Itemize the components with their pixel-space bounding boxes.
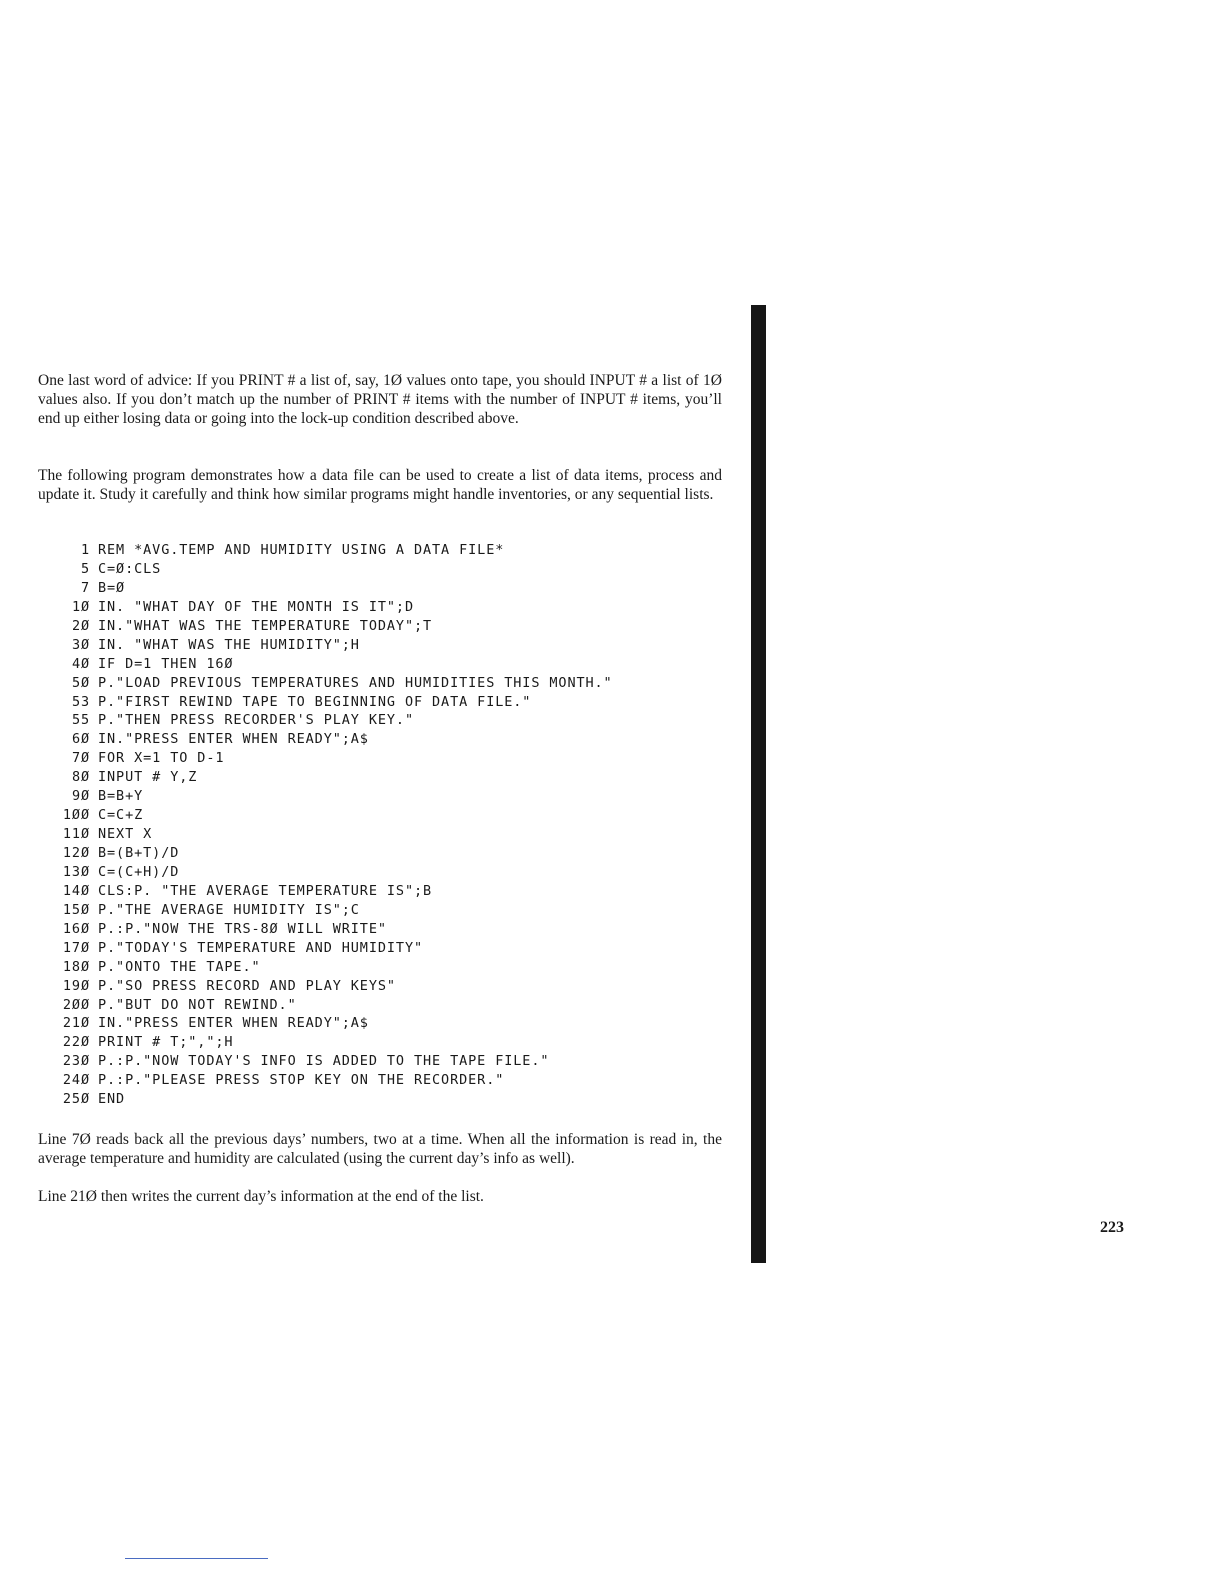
code-line (40, 901, 613, 920)
basic-statement: P."THEN PRESS RECORDER'S PLAY KEY." (98, 712, 414, 729)
basic-statement: PRINT # T;",";H (98, 1034, 234, 1051)
code-line (40, 636, 613, 655)
line-number: 55 (71, 712, 90, 729)
line-number: 7 (80, 579, 90, 596)
basic-statement: FOR X=1 TO D-1 (98, 750, 225, 767)
code-line (40, 768, 613, 787)
basic-statement: REM *AVG.TEMP AND HUMIDITY USING A DATA FILE* (98, 542, 505, 558)
basic-statement: P.:P."PLEASE PRESS STOP KEY ON THE RECORDER." (98, 1072, 505, 1089)
explanation-line70-paragraph: Line 7Ø reads back all the previous days’ numbers, two at a time. When all the information is read in, the average temperature and humidity are calculated (using the current day’s info as well). (38, 1131, 722, 1167)
basic-statement: P."FIRST REWIND TAPE TO BEGINNING OF DATA FILE." (98, 693, 532, 710)
line-number: 3Ø (71, 636, 90, 653)
basic-statement: P."THE AVERAGE HUMIDITY IS";C (98, 901, 360, 918)
line-number: 5Ø (71, 674, 90, 691)
line-number: 11Ø (62, 826, 90, 843)
code-line (40, 787, 613, 806)
basic-statement: P."TODAY'S TEMPERATURE AND HUMIDITY" (98, 939, 423, 956)
basic-statement: NEXT X (98, 826, 153, 843)
line-number: 16Ø (62, 920, 90, 937)
line-number: 4Ø (71, 655, 90, 672)
binding-shadow-bar (751, 305, 766, 1263)
code-line (40, 958, 613, 977)
line-number: 14Ø (62, 882, 90, 899)
line-number: 25Ø (62, 1091, 90, 1108)
line-number: 12Ø (62, 845, 90, 861)
code-line (40, 711, 613, 730)
code-line (40, 693, 613, 712)
basic-statement: IN."WHAT WAS THE TEMPERATURE TODAY";T (98, 617, 433, 634)
code-line (40, 1033, 613, 1052)
basic-statement: P.:P."NOW THE TRS-8Ø WILL WRITE" (98, 920, 387, 937)
basic-statement: B=(B+T)/D (98, 845, 180, 861)
code-line (40, 806, 613, 825)
basic-statement: INPUT # Y,Z (98, 769, 198, 786)
basic-statement: END (98, 1091, 126, 1108)
basic-statement: P."SO PRESS RECORD AND PLAY KEYS" (98, 977, 396, 994)
line-number: 24Ø (62, 1072, 90, 1089)
basic-statement: C=Ø:CLS (98, 560, 162, 577)
footer-rule (125, 1558, 268, 1559)
line-number: 6Ø (71, 731, 90, 748)
basic-statement: P."LOAD PREVIOUS TEMPERATURES AND HUMIDITIES THIS MONTH." (98, 674, 613, 691)
intro-paragraph: The following program demonstrates how a data file can be used to create a list of data items, process and update it. Study it carefully and think how similar programs might handle inventories, or any sequential lists. (38, 467, 722, 503)
line-number: 22Ø (62, 1034, 90, 1051)
line-number: 21Ø (62, 1015, 90, 1032)
code-line (40, 825, 613, 844)
code-line (40, 844, 613, 863)
code-line (40, 977, 613, 996)
basic-statement: B=Ø (98, 579, 126, 596)
code-line (40, 655, 613, 674)
basic-statement: B=B+Y (98, 788, 144, 805)
basic-statement: IN."PRESS ENTER WHEN READY";A$ (98, 731, 369, 748)
basic-statement: P."ONTO THE TAPE." (98, 958, 261, 975)
code-line (40, 674, 613, 693)
code-line (40, 749, 613, 768)
line-number: 53 (71, 693, 90, 710)
code-line (40, 730, 613, 749)
code-line (40, 1014, 613, 1033)
code-line (40, 882, 613, 901)
explanation-line210-paragraph: Line 21Ø then writes the current day’s information at the end of the list. (38, 1188, 484, 1205)
code-line (40, 939, 613, 958)
basic-statement: IN. "WHAT DAY OF THE MONTH IS IT";D (98, 598, 414, 615)
basic-statement: IN."PRESS ENTER WHEN READY";A$ (98, 1015, 369, 1032)
line-number: 9Ø (71, 788, 90, 805)
line-number: 1 (80, 542, 90, 558)
line-number: 18Ø (62, 958, 90, 975)
line-number: 2ØØ (62, 996, 90, 1013)
page-number: 223 (1100, 1219, 1124, 1236)
code-line (40, 579, 613, 598)
line-number: 19Ø (62, 977, 90, 994)
line-number: 1ØØ (62, 807, 90, 824)
program-listing (40, 541, 613, 1109)
code-line (40, 920, 613, 939)
basic-statement: P.:P."NOW TODAY'S INFO IS ADDED TO THE TAPE FILE." (98, 1053, 550, 1070)
code-line (40, 996, 613, 1015)
basic-statement: P."BUT DO NOT REWIND." (98, 996, 297, 1013)
line-number: 15Ø (62, 901, 90, 918)
basic-statement: IF D=1 THEN 16Ø (98, 655, 234, 672)
code-line (40, 1071, 613, 1090)
code-line (40, 1052, 613, 1071)
basic-statement: IN. "WHAT WAS THE HUMIDITY";H (98, 636, 360, 653)
code-line (40, 1090, 613, 1109)
basic-statement: C=C+Z (98, 807, 144, 824)
line-number: 5 (80, 560, 90, 577)
line-number: 13Ø (62, 863, 90, 880)
line-number: 7Ø (71, 750, 90, 767)
code-line (40, 541, 613, 560)
basic-statement: CLS:P. "THE AVERAGE TEMPERATURE IS";B (98, 882, 433, 899)
line-number: 23Ø (62, 1053, 90, 1070)
code-line (40, 617, 613, 636)
code-line (40, 598, 613, 617)
basic-statement: C=(C+H)/D (98, 863, 180, 880)
line-number: 8Ø (71, 769, 90, 786)
line-number: 17Ø (62, 939, 90, 956)
code-line (40, 560, 613, 579)
advice-paragraph: One last word of advice: If you PRINT # a list of, say, 1Ø values onto tape, you should INPUT # a list of 1Ø values also. If you don’t match up the number of PRINT # items with the number of INPUT # items, you’ll end up either losing data or going into the lock-up condition described above. (38, 372, 722, 427)
line-number: 2Ø (71, 617, 90, 634)
code-line (40, 863, 613, 882)
line-number: 1Ø (71, 598, 90, 615)
